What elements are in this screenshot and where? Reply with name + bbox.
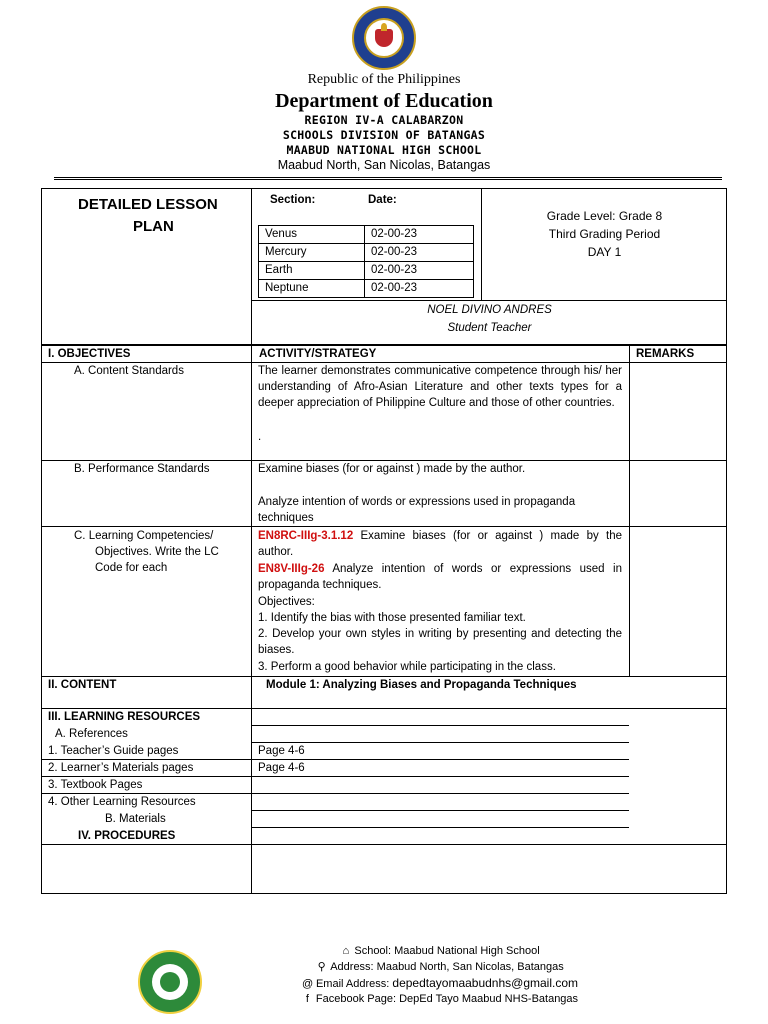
objectives-heading: I. OBJECTIVES: [48, 348, 131, 360]
lc-label-2: Objectives. Write the LC: [95, 546, 219, 558]
references-label: A. References: [55, 728, 128, 740]
lc-text-1: Examine biases (for or against ) made by the author.: [258, 530, 622, 558]
lc-text-2: Analyze intention of words or expressions used in propaganda techniques.: [258, 563, 622, 591]
divider: [251, 725, 629, 726]
objective-item: 2. Develop your own styles in writing by presenting and detecting the biases.: [258, 628, 622, 656]
section-row: [258, 279, 474, 298]
content-text: Module 1: Analyzing Biases and Propaganda Techniques: [266, 679, 577, 691]
other-resources-label: 4. Other Learning Resources: [48, 796, 196, 808]
facebook-icon: f: [305, 993, 309, 1005]
date-label: Date:: [368, 194, 397, 206]
procedures-label: IV. PROCEDURES: [78, 830, 176, 842]
objective-item: 3. Perform a good behavior while participating in the class.: [258, 661, 556, 673]
divider: [251, 827, 629, 828]
deped-seal-logo: [352, 6, 416, 70]
footer-address-text: Address: Maabud North, San Nicolas, Batangas: [330, 961, 564, 973]
plan-title-line1: DETAILED LESSON: [78, 196, 218, 213]
divider: [41, 526, 727, 527]
divider: [251, 300, 727, 301]
lc-competency-2: [258, 561, 622, 593]
day-label: DAY 1: [587, 245, 622, 259]
header-rule: [54, 177, 722, 178]
learners-materials-value: Page 4-6: [258, 762, 305, 774]
footer-facebook-text: Facebook Page: DepEd Tayo Maabud NHS-Batangas: [315, 993, 579, 1005]
grading-period: Third Grading Period: [548, 227, 661, 241]
learners-materials-label: 2. Learner’s Materials pages: [48, 762, 194, 774]
section-name: Venus: [258, 226, 365, 243]
section-date: 02-00-23: [365, 226, 474, 243]
school-icon: ⌂: [342, 945, 350, 957]
email-icon: @: [301, 978, 314, 990]
section-row: [258, 261, 474, 279]
performance-text-2: Analyze intention of words or expressions used in propaganda techniques: [258, 496, 576, 524]
objectives-subheading: Objectives:: [258, 596, 315, 608]
division-line: SCHOOLS DIVISION OF BATANGAS: [282, 128, 486, 142]
teacher-name: NOEL DIVINO ANDRES: [427, 304, 552, 316]
footer-email-label: Email Address:: [315, 978, 393, 990]
lc-code-2: EN8V-IIIg-26: [258, 563, 325, 575]
department-title: Department of Education: [275, 90, 493, 112]
footer-address: [280, 959, 600, 975]
footer-email: [280, 975, 600, 992]
header-rule-2: [54, 179, 722, 180]
section-name: Mercury: [258, 244, 365, 261]
section-row: [258, 225, 474, 243]
lc-label-1: C. Learning Competencies/: [74, 530, 214, 542]
section-name: Earth: [258, 262, 365, 279]
footer-email-link[interactable]: depedtayomaabudnhs@gmail.com: [392, 976, 579, 990]
teacher-role: Student Teacher: [447, 322, 532, 334]
section-date: 02-00-23: [365, 280, 474, 297]
divider: [629, 345, 630, 676]
teachers-guide-value: Page 4-6: [258, 745, 305, 757]
objective-item: 1. Identify the bias with those presented familiar text.: [258, 612, 526, 624]
footer-school-text: School: Maabud National High School: [354, 945, 540, 957]
learning-resources-label: III. LEARNING RESOURCES: [48, 711, 201, 723]
content-standards-text: The learner demonstrates communicative competence through his/ her understanding of Afro-Asian Literature and other texts types for a deeper appreciation of Philippine Culture and those of other countries.: [258, 365, 622, 409]
section-date: 02-00-23: [365, 262, 474, 279]
section-label: Section:: [270, 194, 316, 206]
grade-level: Grade Level: Grade 8: [546, 209, 663, 223]
plan-title-line2: PLAN: [133, 218, 174, 235]
school-line: MAABUD NATIONAL HIGH SCHOOL: [286, 143, 482, 157]
school-address-line: Maabud North, San Nicolas, Batangas: [277, 158, 491, 172]
textbook-pages-label: 3. Textbook Pages: [48, 779, 143, 791]
maabud-school-logo: [138, 950, 202, 1014]
content-label: II. CONTENT: [48, 679, 117, 691]
remarks-heading: REMARKS: [636, 348, 695, 360]
footer-school: [280, 943, 600, 959]
republic-line: Republic of the Philippines: [307, 72, 461, 87]
materials-label: B. Materials: [105, 813, 166, 825]
performance-standards-label: B. Performance Standards: [74, 463, 210, 475]
lc-competency-1: [258, 528, 622, 560]
divider: [251, 345, 252, 894]
section-name: Neptune: [258, 280, 365, 297]
section-date-grid: [258, 225, 474, 298]
footer-facebook: [280, 991, 600, 1007]
lc-label-3: Code for each: [95, 562, 168, 574]
performance-text-1: Examine biases (for or against ) made by the author.: [258, 463, 526, 475]
divider: [251, 742, 629, 743]
content-standards-label: A. Content Standards: [74, 365, 184, 377]
teachers-guide-label: 1. Teacher’s Guide pages: [48, 745, 179, 757]
lc-code-1: EN8RC-IIIg-3.1.12: [258, 530, 354, 542]
content-standards-dot: .: [258, 431, 262, 443]
section-date: 02-00-23: [365, 244, 474, 261]
region-line: REGION IV-A CALABARZON: [304, 113, 464, 127]
location-pin-icon: ⚲: [317, 961, 326, 973]
section-row: [258, 243, 474, 261]
divider: [251, 810, 629, 811]
activity-strategy-heading: ACTIVITY/STRATEGY: [259, 348, 377, 360]
divider: [41, 844, 727, 845]
